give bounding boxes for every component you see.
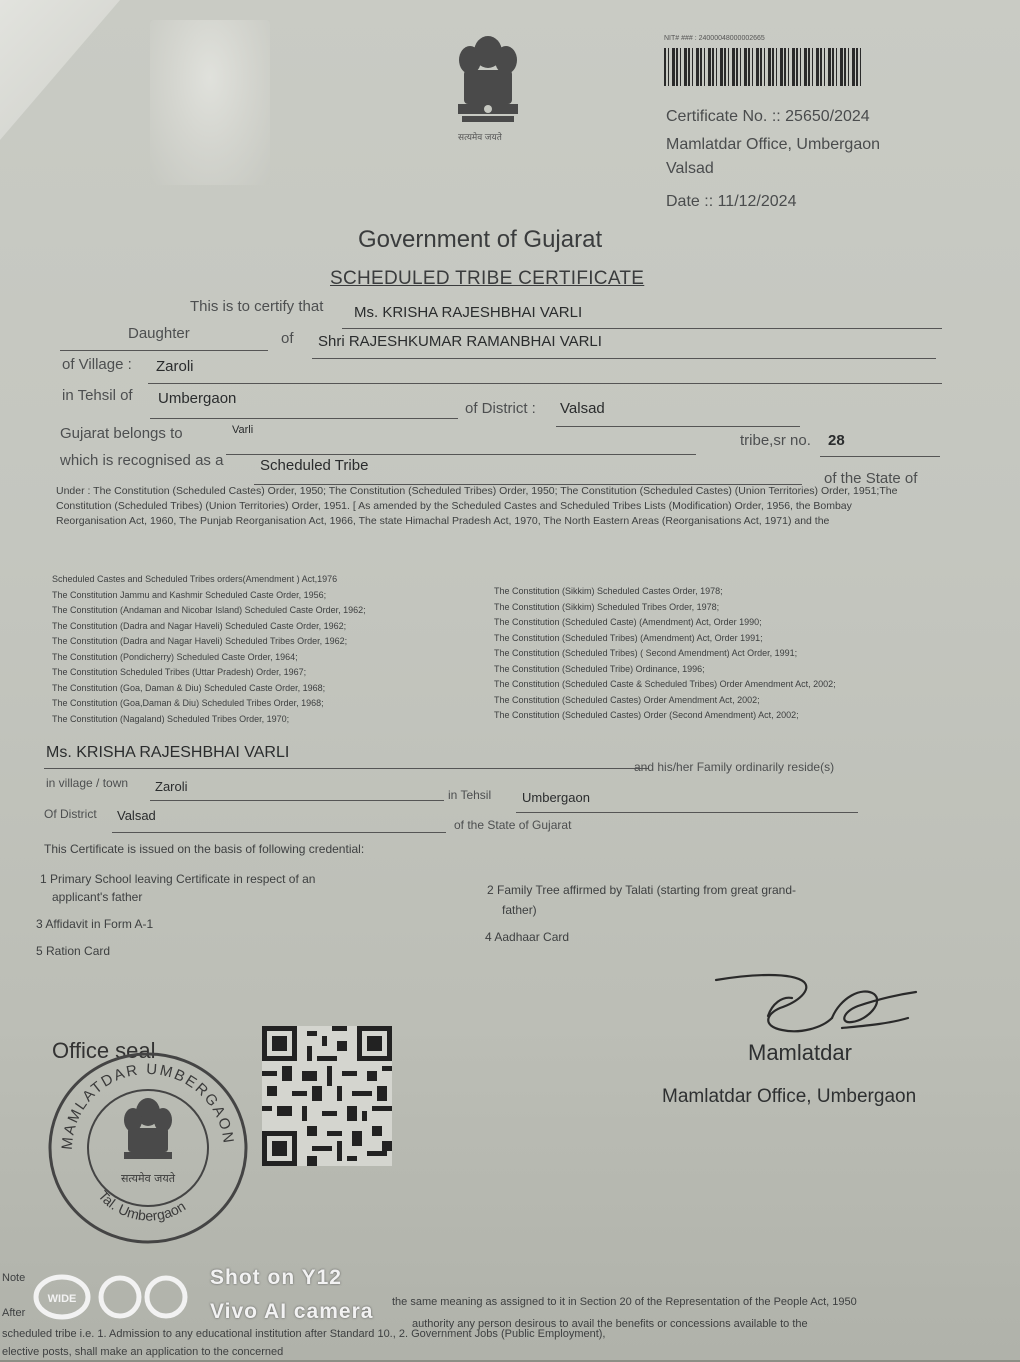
credential-item-4: 4 Aadhaar Card [485, 930, 570, 944]
relation-value: Daughter [128, 325, 190, 342]
credential-item-5: 5 Ration Card [36, 944, 111, 958]
res-tehsil-underline [516, 812, 858, 813]
list-item: The Constitution (Nagaland) Scheduled Tribes Order, 1970; [52, 713, 290, 724]
issue-date: Date :: 11/12/2024 [666, 193, 797, 210]
emblem-caption: सत्यमेव जयते [458, 132, 502, 142]
camera-watermark-logo [32, 1272, 192, 1322]
relation-underline [60, 350, 268, 351]
document-title: Government of Gujarat [358, 226, 603, 253]
state-emblem-icon [446, 30, 530, 135]
seal-emblem-icon [124, 1098, 172, 1159]
certificate-title: SCHEDULED TRIBE CERTIFICATE [330, 268, 645, 289]
office-seal-stamp [44, 1046, 250, 1246]
resident-name-underline [44, 768, 648, 769]
recognised-value: Scheduled Tribe [260, 457, 369, 474]
certify-label: This is to certify that [190, 298, 324, 315]
belongs-label: Gujarat belongs to [60, 425, 183, 442]
applicant-name: Ms. KRISHA RAJESHBHAI VARLI [354, 304, 583, 321]
tehsil-underline [150, 418, 458, 419]
note-line2-end: authority any person desirous to avail the benefits or concessions available to the [412, 1318, 808, 1330]
list-item: The Constitution (Scheduled Caste & Scheduled Tribes) Order Amendment Act, 2002; [494, 679, 836, 689]
tehsil-value: Umbergaon [158, 390, 237, 407]
list-item: The Constitution (Scheduled Castes) Order Amendment Act, 2002; [494, 694, 760, 705]
certificate-number: Certificate No. :: 25650/2024 [666, 108, 870, 125]
list-item: The Constitution (Sikkim) Scheduled Castes Order, 1978; [494, 586, 723, 596]
of-label: of [281, 330, 294, 347]
list-item: The Constitution Jammu and Kashmir Scheduled Caste Order, 1956; [52, 589, 327, 600]
note-line4: elective posts, shall make an application to the concerned [2, 1346, 284, 1358]
res-village-label: in village / town [46, 776, 129, 790]
village-label: of Village : [62, 356, 132, 373]
legal-paragraph: Under : The Constitution (Scheduled Castes) Order, 1950; The Constitution (Scheduled Tribes) Order, 1950; The Constitution (Scheduled Castes) (Union Territories) Order, 1951;The Constitution (Scheduled Tribes) (Union Territories) Order, 1951. [ As amended by the Scheduled Castes and Scheduled Tribes Lists (Modification) Order, 1956, the Bombay Reorganisation Act, 1960, The Punjab Reorganisation Act, 1966, The state Himachal Pradesh Act, 1970, The North Eastern Areas (Reorganisations Act, 1971) and the [56, 485, 898, 527]
res-village-value: Zaroli [155, 779, 188, 794]
tehsil-label: in Tehsil of [62, 387, 133, 404]
parent-underline [312, 358, 936, 359]
note-line1-start: Note [2, 1272, 26, 1284]
barcode-id: NIT# ### : 24000048000002665 [664, 35, 765, 42]
res-district-underline [112, 832, 446, 833]
watermark-line2: Vivo AI camera [210, 1300, 374, 1323]
credential-item-2: 2 Family Tree affirmed by Talati (starting from great grand- [487, 883, 797, 897]
tribe-value: Varli [232, 424, 254, 436]
resides-label: and his/her Family ordinarily reside(s) [634, 760, 835, 774]
office-seal-label: Office seal [52, 1038, 156, 1063]
tribe-underline [226, 454, 696, 455]
village-value: Zaroli [156, 358, 194, 375]
parent-name: Shri RAJESHKUMAR RAMANBHAI VARLI [318, 333, 602, 350]
list-item: The Constitution (Dadra and Nagar Haveli) Scheduled Tribes Order, 1962; [52, 636, 348, 646]
barcode [664, 48, 864, 86]
note-line3: scheduled tribe i.e. 1. Admission to any educational institution after Standard 10., 2. Government Jobs (Public Employment), [2, 1328, 606, 1340]
watermark-line1: Shot on Y12 [210, 1266, 342, 1289]
res-tehsil-value: Umbergaon [522, 790, 590, 805]
list-item: The Constitution (Scheduled Tribes) (Amendment) Act, Order 1991; [494, 632, 763, 643]
list-item: The Constitution (Scheduled Tribe) Ordinance, 1996; [494, 663, 705, 674]
issuing-office: Mamlatdar Office, Umbergaon [666, 136, 881, 153]
res-district-value: Valsad [117, 808, 156, 823]
credential-item-1: 1 Primary School leaving Certificate in respect of an [40, 872, 316, 886]
res-tehsil-label: in Tehsil [448, 788, 492, 802]
res-state-label: of the State of Gujarat [454, 818, 572, 832]
orders-left-list [52, 572, 488, 727]
list-item: The Constitution (Goa, Daman & Diu) Scheduled Caste Order, 1968; [52, 682, 326, 693]
seal-ring-top: MAMLATDAR UMBERGAON [58, 1060, 237, 1151]
list-item: The Constitution (Pondicherry) Scheduled Caste Order, 1964; [52, 651, 298, 662]
credential-item-3: 3 Affidavit in Form A-1 [36, 917, 154, 931]
list-item: The Constitution Scheduled Tribes (Uttar Pradesh) Order, 1967; [52, 667, 307, 677]
credentials-intro: This Certificate is issued on the basis of following credential: [44, 842, 365, 856]
district-underline [556, 426, 800, 427]
list-item: Scheduled Castes and Scheduled Tribes orders(Amendment ) Act,1976 [52, 574, 338, 584]
district-label: of District : [465, 400, 536, 417]
list-item: The Constitution (Scheduled Castes) Order (Second Amendment) Act, 2002; [494, 710, 799, 720]
signatory-office: Mamlatdar Office, Umbergaon [662, 1086, 917, 1107]
sr-no-underline [820, 456, 940, 457]
orders-right-list [494, 584, 934, 724]
list-item: The Constitution (Scheduled Tribes) ( Second Amendment) Act Order, 1991; [494, 648, 798, 658]
note-line2-start: After [2, 1307, 26, 1319]
list-item: The Constitution (Goa,Daman & Diu) Scheduled Tribes Order, 1968; [52, 698, 324, 708]
sr-no-value: 28 [828, 432, 845, 449]
mamlatdar-signature [712, 968, 922, 1048]
applicant-photo [150, 20, 270, 185]
signatory-title: Mamlatdar [748, 1040, 852, 1065]
res-district-label: Of District [44, 807, 97, 821]
seal-ring-bottom: Tal. Umbergaon [95, 1187, 189, 1224]
issuing-district: Valsad [666, 160, 714, 177]
recognised-label: which is recognised as a [60, 452, 224, 469]
state-of-label: of the State of [824, 470, 918, 487]
list-item: The Constitution (Dadra and Nagar Haveli) Scheduled Caste Order, 1962; [52, 620, 347, 631]
list-item: The Constitution (Andaman and Nicobar Island) Scheduled Caste Order, 1962; [52, 605, 366, 615]
name-underline [342, 328, 942, 329]
watermark-badge: WIDE [47, 1293, 77, 1305]
seal-inner-text: सत्यमेव जयते [120, 1172, 176, 1185]
resident-name: Ms. KRISHA RAJESHBHAI VARLI [46, 744, 290, 761]
sr-no-label: tribe,sr no. [740, 432, 811, 449]
note-line1-end: the same meaning as assigned to it in Section 20 of the Representation of the People Act, 1950 [392, 1296, 857, 1308]
list-item: The Constitution (Sikkim) Scheduled Tribes Order, 1978; [494, 601, 720, 612]
credential-item-2-cont: father) [502, 903, 537, 917]
village-underline [148, 383, 942, 384]
list-item: The Constitution (Scheduled Caste) (Amendment) Act, Order 1990; [494, 617, 762, 627]
credential-item-1-cont: applicant's father [52, 890, 143, 904]
qr-code [262, 1026, 392, 1166]
district-value: Valsad [560, 400, 605, 417]
res-village-underline [150, 800, 444, 801]
